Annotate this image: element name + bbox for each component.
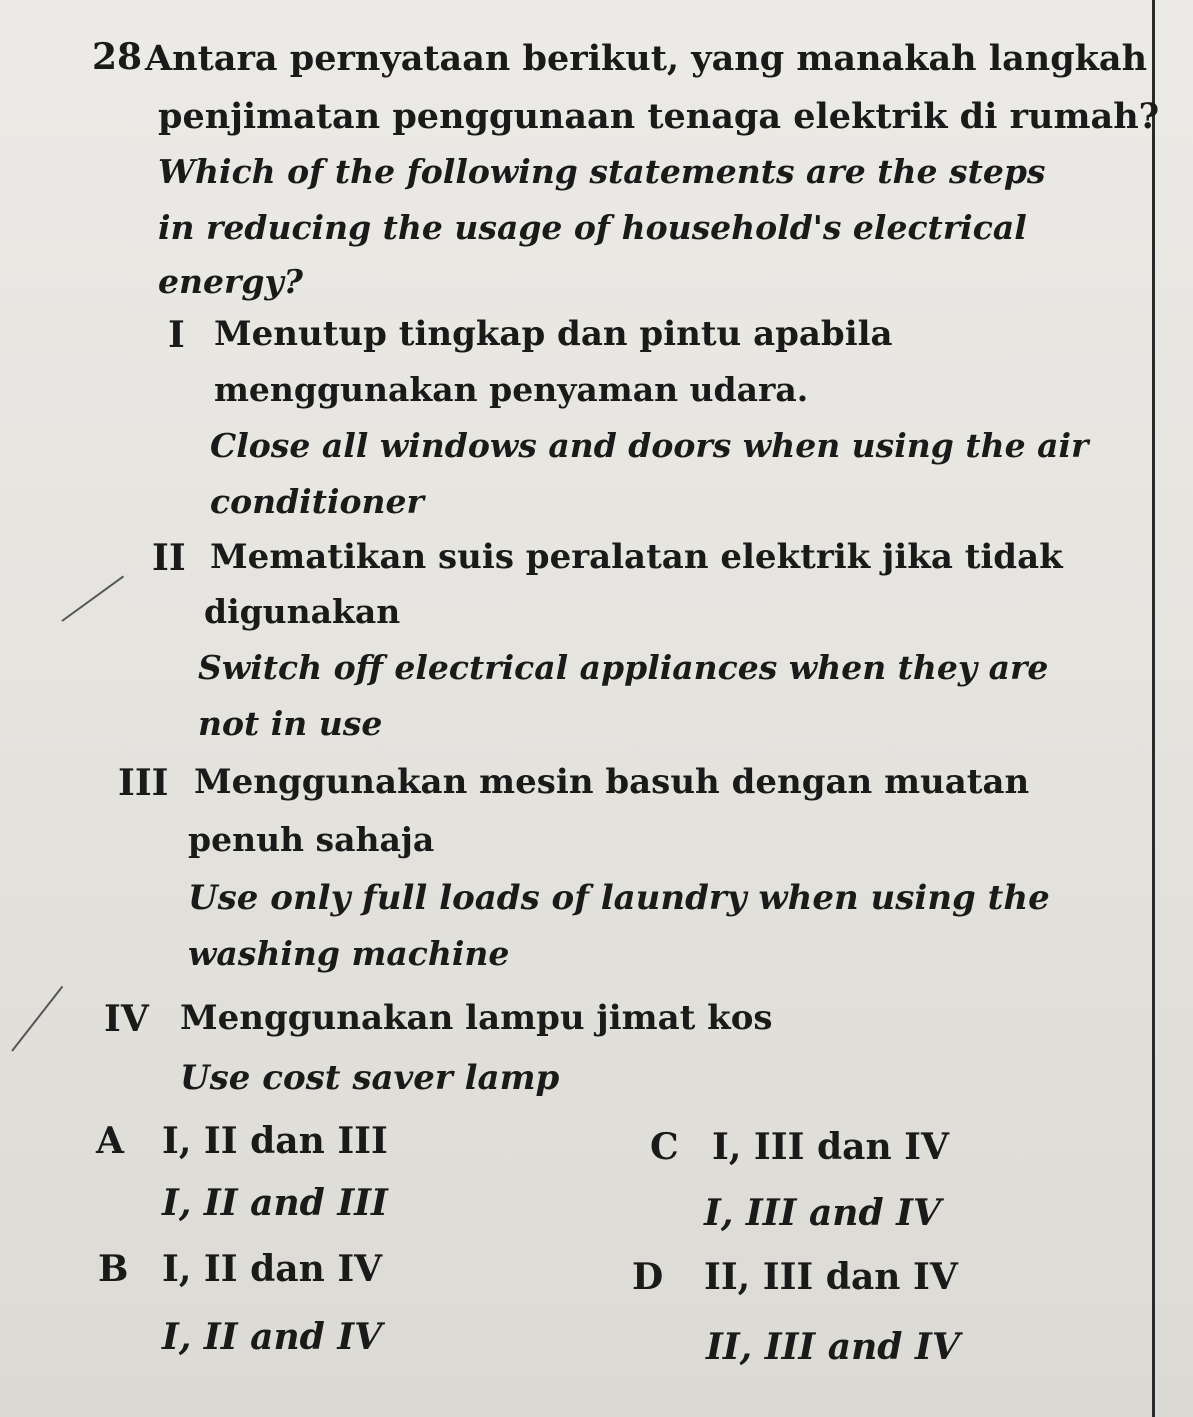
statement-2-numeral: II <box>152 537 186 579</box>
statement-3-numeral: III <box>118 762 169 804</box>
statement-3-malay-line-1: Menggunakan mesin basuh dengan muatan <box>194 762 1030 802</box>
statement-4-malay-line-1: Menggunakan lampu jimat kos <box>180 998 773 1038</box>
option-a-letter: A <box>96 1120 124 1162</box>
option-b-malay: I, II dan IV <box>162 1248 383 1290</box>
statement-1-english-line-1: Close all windows and doors when using the air <box>210 426 1089 465</box>
handwritten-tick-mark <box>11 986 63 1052</box>
option-a-english: I, II and III <box>162 1182 388 1224</box>
option-b-english: I, II and IV <box>162 1316 383 1358</box>
statement-1-malay-line-2: menggunakan penyaman udara. <box>214 370 809 409</box>
page-border-line <box>1152 0 1155 1417</box>
question-english-line-2: in reducing the usage of household's electrical <box>158 208 1027 247</box>
statement-2-english-line-2: not in use <box>198 704 383 743</box>
question-english-line-1: Which of the following statements are the steps <box>158 152 1046 191</box>
option-c-english: I, III and IV <box>704 1192 941 1234</box>
statement-2-malay-line-2: digunakan <box>204 592 401 631</box>
statement-4-english-line-1: Use cost saver lamp <box>180 1058 560 1098</box>
question-malay-line-1: Antara pernyataan berikut, yang manakah langkah <box>145 38 1148 79</box>
question-malay-line-2: penjimatan penggunaan tenaga elektrik di rumah? <box>158 96 1160 137</box>
option-d-letter: D <box>632 1256 664 1298</box>
statement-3-malay-line-2: penuh sahaja <box>188 820 435 859</box>
statement-1-numeral: I <box>168 314 185 356</box>
option-a-malay: I, II dan III <box>162 1120 388 1162</box>
option-d-english: II, III and IV <box>706 1326 960 1368</box>
option-b-letter: B <box>98 1248 129 1290</box>
handwritten-tick-mark <box>61 576 124 622</box>
statement-4-numeral: IV <box>104 998 149 1040</box>
option-d-malay: II, III dan IV <box>704 1256 958 1298</box>
option-c-letter: C <box>650 1126 679 1168</box>
option-c-malay: I, III dan IV <box>712 1126 949 1168</box>
statement-2-malay-line-1: Mematikan suis peralatan elektrik jika tidak <box>210 537 1063 577</box>
statement-3-english-line-2: washing machine <box>188 934 510 973</box>
statement-2-english-line-1: Switch off electrical appliances when they are <box>198 648 1049 687</box>
statement-1-english-line-2: conditioner <box>210 482 424 521</box>
statement-3-english-line-1: Use only full loads of laundry when using the <box>188 878 1050 918</box>
statement-1-malay-line-1: Menutup tingkap dan pintu apabila <box>214 314 893 354</box>
question-english-line-3: energy? <box>158 262 303 301</box>
question-number: 28 <box>92 36 143 78</box>
